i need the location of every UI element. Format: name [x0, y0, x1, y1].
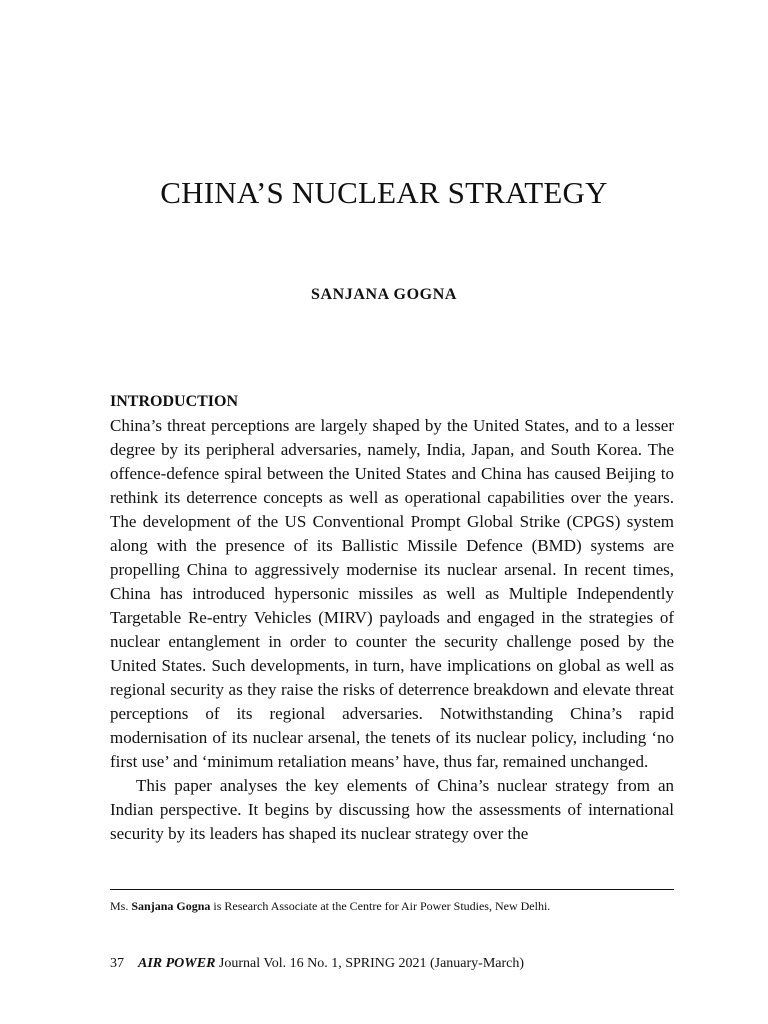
footnote-author-name: Sanjana Gogna	[131, 899, 211, 913]
body-paragraph: China’s threat perceptions are largely shaped by the United States, and to a lesser degree by its peripheral adversaries, namely, India, Japan, and South Korea. The offence-defence spiral between the United States and China has caused Beijing to rethink its deterrence concepts as well as operational capabilities over the years. The development of the US Conventional Prompt Global Strike (CPGS) system along with the presence of its Ballistic Missile Defence (BMD) systems are propelling China to aggressively modernise its nuclear arsenal. In recent times, China has introduced hypersonic missiles as well as Multiple Independently Targetable Re-entry Vehicles (MIRV) payloads and engaged in the strategies of nuclear entanglement in order to counter the security challenge posed by the United States. Such developments, in turn, have implications on global as well as regional security as they raise the risks of deterrence breakdown and elevate threat perceptions of its regional adversaries. Notwithstanding China’s rapid modernisation of its nuclear arsenal, the tenets of its nuclear policy, including ‘no first use’ and ‘minimum retaliation means’ have, thus far, remained unchanged.	[110, 416, 674, 771]
page-footer	[110, 954, 674, 974]
article-title: CHINA’S NUCLEAR STRATEGY	[160, 175, 608, 210]
section-heading: INTRODUCTION	[110, 393, 239, 410]
footnote-divider	[110, 889, 674, 890]
page-number: 37	[110, 956, 124, 971]
journal-name: AIR POWER	[138, 956, 216, 971]
article-body	[110, 390, 674, 846]
author-name: SANJANA GOGNA	[310, 286, 458, 303]
body-paragraph: This paper analyses the key elements of China’s nuclear strategy from an Indian perspective. It begins by discussing how the assessments of international security by its leaders has shaped its nuclear strategy over the	[110, 776, 674, 843]
author-footnote	[110, 898, 674, 914]
footnote-text: is Research Associate at the Centre for Air Power Studies, New Delhi.	[210, 899, 551, 913]
footnote-prefix: Ms.	[110, 899, 132, 913]
journal-citation: Journal Vol. 16 No. 1, SPRING 2021 (January-March)	[215, 956, 525, 971]
